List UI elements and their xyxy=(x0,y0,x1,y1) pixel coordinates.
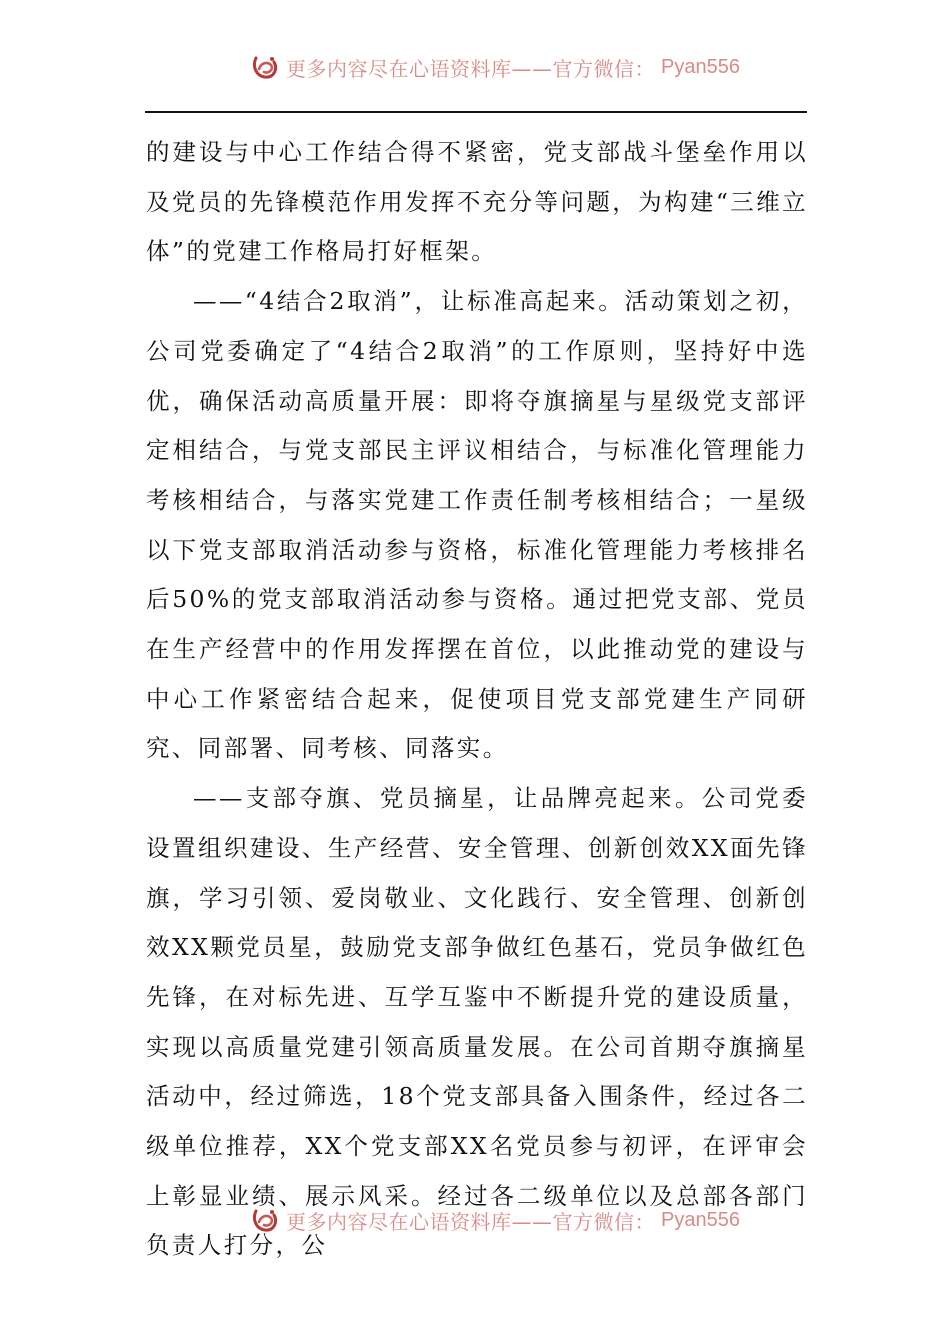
watermark-account: Pyan556 xyxy=(661,55,740,78)
paragraph-3: ——支部夺旗、党员摘星，让品牌亮起来。公司党委设置组织建设、生产经营、安全管理、创新创效XX面先锋旗，学习引领、爱岗敬业、文化践行、安全管理、创新创效XX颗党员星，鼓励党支部争做红色基石，党员争做红色先锋，在对标先进、互学互鉴中不断提升党的建设质量，实现以高质量党建引领高质量发展。在公司首期夺旗摘星活动中，经过筛选，18个党支部具备入围条件，经过各二级单位推荐，XX个党支部XX名党员参与初评，在评审会上彰显业绩、展示风采。经过各二级单位以及总部各部门负责人打分，公 xyxy=(146,784,808,1260)
document-body xyxy=(146,128,808,1271)
paragraph-2: ——“4结合2取消”，让标准高起来。活动策划之初，公司党委确定了“4结合2取消”的工作原则，坚持好中选优，确保活动高质量开展：即将夺旗摘星与星级党支部评定相结合，与党支部民主评议相结合，与标准化管理能力考核相结合，与落实党建工作责任制考核相结合；一星级以下党支部取消活动参与资格，标准化管理能力考核排名后50%的党支部取消活动参与资格。通过把党支部、党员在生产经营中的作用发挥摆在首位，以此推动党的建设与中心工作紧密结合起来，促使项目党支部党建生产同研究、同部署、同考核、同落实。 xyxy=(146,287,808,763)
watermark-account: Pyan556 xyxy=(661,1208,740,1231)
paragraph-1: 的建设与中心工作结合得不紧密，党支部战斗堡垒作用以及党员的先锋模范作用发挥不充分等问题，为构建“三维立体”的党建工作格局打好框架。 xyxy=(146,138,808,266)
brand-logo-icon xyxy=(250,1205,280,1235)
watermark-text: 更多内容尽在心语资料库——官方微信： xyxy=(286,56,655,81)
brand-logo-icon xyxy=(250,52,280,82)
header-divider xyxy=(145,111,807,113)
watermark-footer xyxy=(250,1203,770,1237)
watermark-header xyxy=(250,50,770,84)
watermark-text: 更多内容尽在心语资料库——官方微信： xyxy=(286,1209,655,1234)
